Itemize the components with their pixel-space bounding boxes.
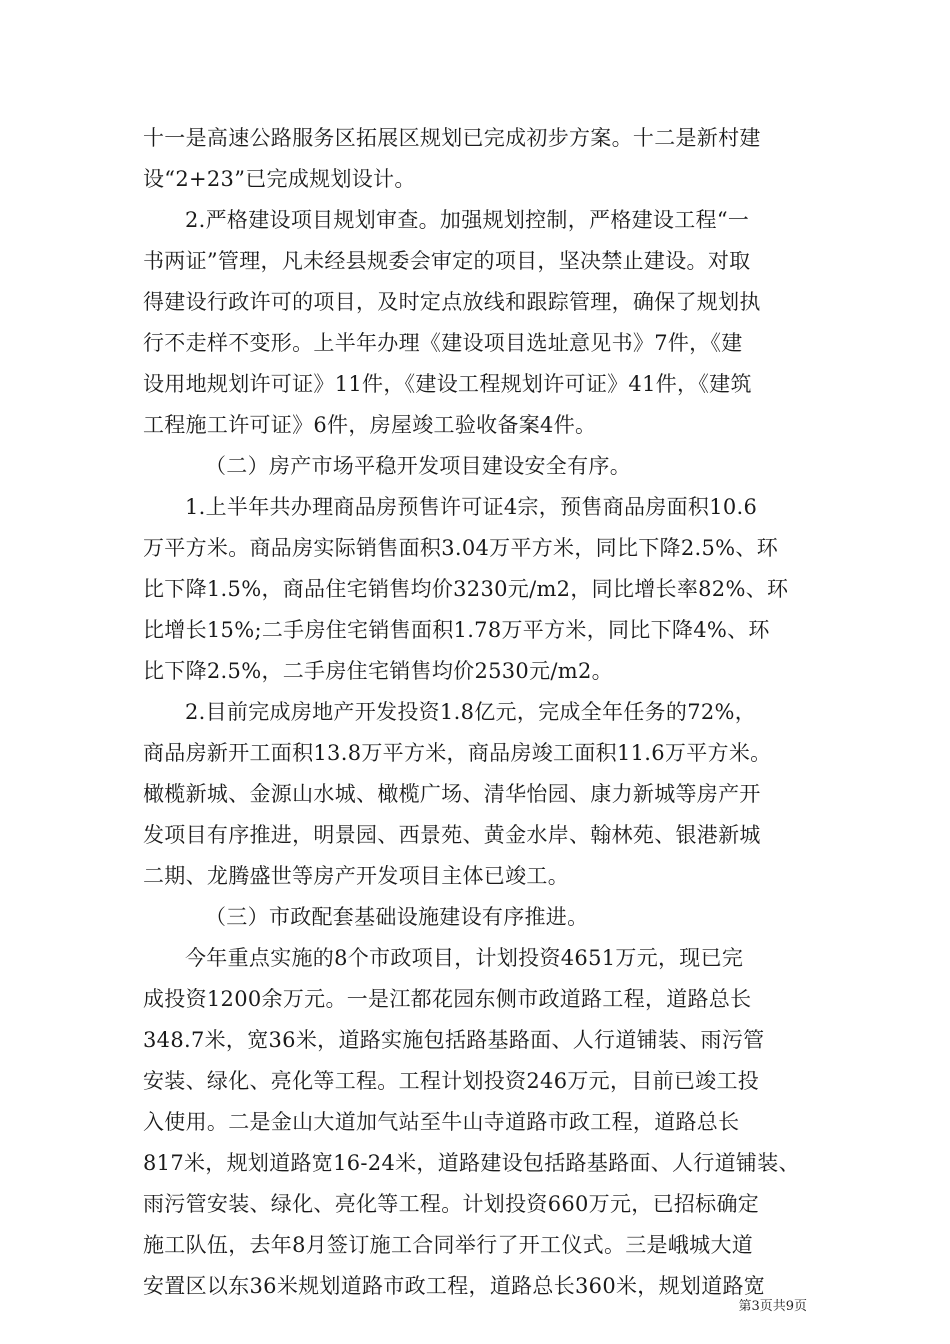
text-line: 今年重点实施的8个市政项目，计划投资4651万元，现已完 <box>185 946 744 970</box>
text-line: 雨污管安装、绿化、亮化等工程。计划投资660万元，已招标确定 <box>143 1192 760 1216</box>
text-line: 书两证”管理，凡未经县规委会审定的项目，坚决禁止建设。对取 <box>143 249 751 273</box>
text-line: 橄榄新城、金源山水城、橄榄广场、清华怡园、康力新城等房产开 <box>143 782 761 806</box>
text-line: 入使用。二是金山大道加气站至牛山寺道路市政工程，道路总长 <box>143 1110 740 1134</box>
text-line: 2.目前完成房地产开发投资1.8亿元，完成全年任务的72%， <box>185 700 757 724</box>
text-line: 设“2+23”已完成规划设计。 <box>143 167 416 191</box>
text-line: 348.7米，宽36米，道路实施包括路基路面、人行道铺装、雨污管 <box>143 1028 765 1052</box>
text-line: 比下降2.5%，二手房住宅销售均价2530元/m2。 <box>143 659 613 683</box>
text-line: 商品房新开工面积13.8万平方米，商品房竣工面积11.6万平方米。 <box>143 741 772 765</box>
text-line: 得建设行政许可的项目，及时定点放线和跟踪管理，确保了规划执 <box>143 290 761 314</box>
text-line: 万平方米。商品房实际销售面积3.04万平方米，同比下降2.5%、环 <box>143 536 779 560</box>
text-line: 比下降1.5%，商品住宅销售均价3230元/m2，同比增长率82%、环 <box>143 577 789 601</box>
section-heading: （二）房产市场平稳开发项目建设安全有序。 <box>205 454 631 478</box>
text-line: 安装、绿化、亮化等工程。工程计划投资246万元，目前已竣工投 <box>143 1069 760 1093</box>
text-line: 发项目有序推进，明景园、西景苑、黄金水岸、翰林苑、银港新城 <box>143 823 761 847</box>
page-number: 第3页共9页 <box>738 1299 807 1314</box>
text-line: 成投资1200余万元。一是江都花园东侧市政道路工程，道路总长 <box>143 987 752 1011</box>
text-line: 行不走样不变形。上半年办理《建设项目选址意见书》7件，《建 <box>143 331 743 355</box>
text-line: 施工队伍，去年8月签订施工合同举行了开工仪式。三是峨城大道 <box>143 1233 754 1257</box>
section-heading: （三）市政配套基础设施建设有序推进。 <box>205 905 589 929</box>
document-body <box>143 118 805 1307</box>
text-line: 十一是高速公路服务区拓展区规划已完成初步方案。十二是新村建 <box>143 126 761 150</box>
text-line: 安置区以东36米规划道路市政工程，道路总长360米，规划道路宽 <box>143 1274 766 1298</box>
text-line: 2.严格建设项目规划审查。加强规划控制，严格建设工程“一 <box>185 208 750 232</box>
text-line: 比增长15%;二手房住宅销售面积1.78万平方米，同比下降4%、环 <box>143 618 770 642</box>
text-line: 工程施工许可证》6件，房屋竣工验收备案4件。 <box>143 413 597 437</box>
text-line: 设用地规划许可证》11件，《建设工程规划许可证》41件，《建筑 <box>143 372 752 396</box>
text-line: 817米，规划道路宽16-24米，道路建设包括路基路面、人行道铺装、 <box>143 1151 800 1175</box>
text-line: 1.上半年共办理商品房预售许可证4宗，预售商品房面积10.6 <box>185 495 758 519</box>
text-line: 二期、龙腾盛世等房产开发项目主体已竣工。 <box>143 864 569 888</box>
